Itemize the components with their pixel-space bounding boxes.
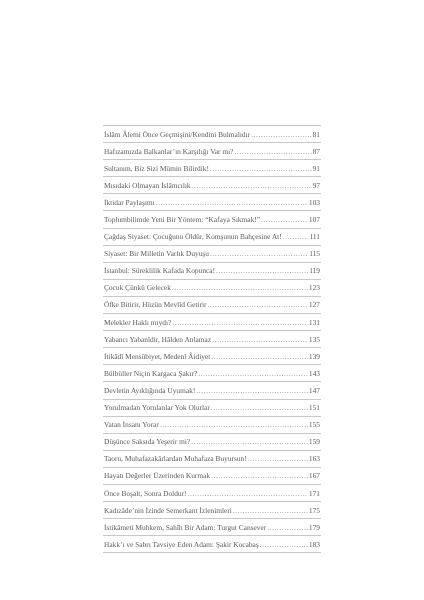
toc-entry-title: Çağdaş Siyaset: Çocuğunu Öldür, Komşunun Bahçesine At!	[104, 232, 282, 242]
toc-entry	[103, 416, 321, 433]
dot-leader	[156, 198, 308, 207]
toc-entry-title: Hakk’ı ve Sabrı Tavsiye Eden Adam: Şakir Kocabaş	[104, 539, 259, 549]
toc-entry	[103, 330, 321, 347]
toc-entry-title: Hafızamızda Balkanlar’ın Karşılığı Var mı?	[104, 146, 234, 156]
toc-entry	[103, 484, 321, 501]
toc-entry-title: Mısıdaki Olmayan İslâmcılık	[104, 180, 191, 190]
toc-entry-title: Öfke Bitirir, Hüzün Mevlîd Getirir	[104, 300, 207, 310]
dot-leader	[210, 164, 312, 173]
toc-entry-page: 159	[308, 437, 320, 447]
dot-leader	[192, 181, 312, 190]
toc-entry-title: Sultanım, Biz Sizi Mümin Bilirdik!	[104, 163, 209, 173]
dot-leader	[267, 523, 308, 532]
toc-entry-page: 103	[308, 197, 320, 207]
dot-leader	[212, 335, 308, 344]
toc-entry-title: Yorulmadan Yorulanlar Yok Olurlar	[104, 403, 210, 413]
toc-entry-title: Önce Boşalt, Sonra Doldur!	[104, 488, 187, 498]
dot-leader	[198, 369, 308, 378]
dot-leader	[248, 454, 308, 463]
toc-entry-page: 183	[308, 539, 320, 549]
toc-entry-page: 91	[312, 163, 320, 173]
toc-entry-page: 139	[308, 351, 320, 361]
toc-entry-title: Yabancı Yabanîdir, Hâlden Anlamaz	[104, 334, 212, 344]
toc-entry-page: 175	[308, 505, 320, 515]
toc-entry-title: Bülbüller Niçin Kargaca Şakır?	[104, 368, 198, 378]
toc-entry	[103, 347, 321, 364]
toc-entry-title: Siyaset: Bir Milletin Varlık Duyuşu	[104, 249, 209, 259]
toc-entry-page: 163	[308, 454, 320, 464]
toc-entry	[103, 450, 321, 467]
toc-entry	[103, 467, 321, 484]
table-of-contents	[103, 125, 321, 553]
toc-entry	[103, 262, 321, 279]
toc-entry-page: 171	[308, 488, 320, 498]
toc-entry	[103, 228, 321, 245]
toc-entry-page: 97	[312, 180, 320, 190]
toc-entry-page: 143	[308, 368, 320, 378]
toc-entry-title: İstanbul: Süreklilik Kafada Kopunca!	[104, 266, 216, 276]
toc-entry	[103, 210, 321, 227]
toc-entry	[103, 142, 321, 159]
toc-entry-page: 123	[308, 283, 320, 293]
toc-entry	[103, 125, 321, 142]
dot-leader	[208, 300, 308, 309]
toc-entry-page: 135	[308, 334, 320, 344]
toc-entry	[103, 364, 321, 381]
toc-entry-page: 147	[308, 385, 320, 395]
toc-entry-page: 107	[308, 215, 320, 225]
toc-entry	[103, 535, 321, 553]
dot-leader	[210, 249, 308, 258]
toc-entry-page: 151	[308, 403, 320, 413]
toc-entry-title: Düşünce Saksıda Yeşerir mi?	[104, 437, 191, 447]
toc-entry	[103, 381, 321, 398]
toc-entry-title: İktidar Paylaşımı	[104, 197, 155, 207]
toc-entry-title: Devletin Ayıklığında Uyumak!	[104, 385, 196, 395]
toc-entry	[103, 193, 321, 210]
toc-entry-title: Kadızâde’nin İzinde Semerkant İzlenimleri	[104, 505, 232, 515]
toc-entry	[103, 176, 321, 193]
toc-entry-page: 115	[309, 249, 320, 259]
toc-entry-page: 127	[308, 300, 320, 310]
toc-entry-title: İslâm Âlemi Önce Geçmişini/Kendini Bulmalıdır	[104, 129, 251, 139]
toc-entry	[103, 159, 321, 176]
toc-entry	[103, 313, 321, 330]
toc-entry-title: Taoru, Muhafazakârlardan Muhafaza Buyursun!	[104, 454, 247, 464]
dot-leader	[211, 352, 308, 361]
toc-entry	[103, 433, 321, 450]
toc-entry-title: Melekler Haklı mıydı?	[104, 317, 172, 327]
dot-leader	[196, 386, 308, 395]
toc-entry-title: Toplumbilimde Yeni Bir Yöntem: “Kafaya Sıkmak!”	[104, 215, 261, 225]
dot-leader	[261, 215, 308, 224]
dot-leader	[188, 489, 308, 498]
toc-entry-title: Çocuk Çünkü Gelecek	[104, 283, 171, 293]
toc-entry-page: 119	[309, 266, 320, 276]
toc-entry	[103, 518, 321, 535]
toc-entry	[103, 245, 321, 262]
toc-entry-page: 87	[312, 146, 320, 156]
dot-leader	[172, 318, 308, 327]
toc-entry-title: İstikâmeti Muhkem, Sahîh Bir Adam: Turgut Cansever	[104, 522, 267, 532]
dot-leader	[260, 540, 308, 549]
toc-entry-page: 155	[308, 420, 320, 430]
dot-leader	[216, 266, 308, 275]
toc-entry-page: 81	[312, 129, 320, 139]
toc-entry	[103, 501, 321, 518]
toc-entry-title: Vatan İnsanı Yorar	[104, 420, 159, 430]
dot-leader	[172, 283, 308, 292]
toc-entry-title: İtikâdî Mensûbiyet, Medenî Âidiyet	[104, 351, 211, 361]
dot-leader	[233, 506, 308, 515]
toc-entry-page: 131	[308, 317, 320, 327]
dot-leader	[283, 232, 309, 241]
toc-entry-page: 111	[309, 232, 320, 242]
dot-leader	[211, 471, 308, 480]
dot-leader	[234, 147, 311, 156]
dot-leader	[160, 420, 308, 429]
toc-entry	[103, 399, 321, 416]
dot-leader	[251, 130, 311, 139]
toc-entry	[103, 279, 321, 296]
toc-entry-page: 167	[308, 471, 320, 481]
dot-leader	[211, 403, 308, 412]
dot-leader	[191, 437, 308, 446]
toc-entry	[103, 296, 321, 313]
toc-entry-page: 179	[308, 522, 320, 532]
toc-entry-title: Hayatı Değerler Üzerinden Kurmak	[104, 471, 211, 481]
